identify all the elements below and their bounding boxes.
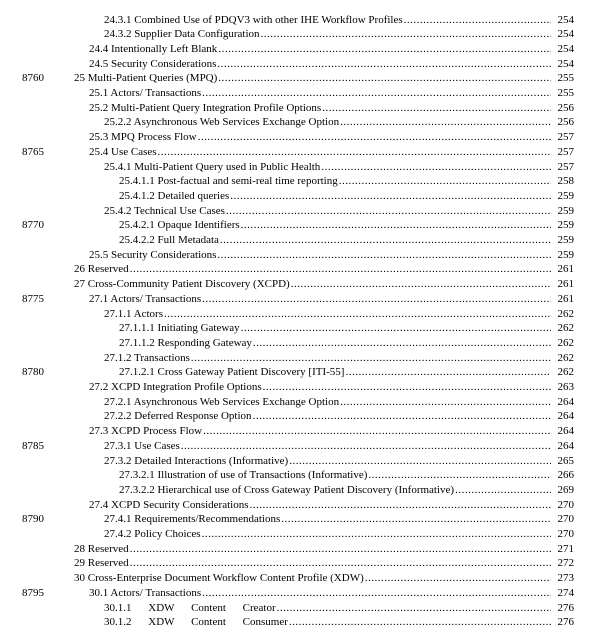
toc-page-number: 276: [557, 601, 574, 614]
toc-page-number: 259: [557, 234, 574, 246]
toc-entry[interactable]: [0, 130, 594, 145]
dot-leader: [241, 218, 551, 233]
toc-entry-title: 25.4 Use Cases: [89, 145, 157, 158]
toc-page-number: 264: [557, 395, 574, 408]
toc-entry[interactable]: [0, 586, 594, 601]
toc-entry[interactable]: [0, 395, 594, 410]
toc-page-number: 262: [557, 322, 574, 335]
toc-entry-title: 27.1.1.1 Initiating Gateway: [119, 322, 240, 335]
toc-page-number: 269: [557, 483, 574, 496]
toc-entry-title: 25.4.2.2 Full Metadata: [119, 234, 219, 246]
toc-page-number: 262: [557, 351, 574, 364]
dot-leader: [291, 277, 551, 292]
toc-entry-title: 27.1.1 Actors: [104, 307, 163, 320]
toc-page-number: 272: [557, 557, 574, 570]
line-number: 8790: [22, 513, 44, 526]
toc-page-number: 257: [557, 160, 574, 173]
toc-entry-title: 27.4 XCPD Security Considerations: [89, 498, 249, 511]
toc-page-number: 262: [557, 366, 574, 379]
dot-leader: [217, 248, 551, 263]
dot-leader: [404, 13, 551, 28]
toc-entry-title: 25.4.2.1 Opaque Identifiers: [119, 219, 240, 232]
toc-entry[interactable]: [0, 527, 594, 542]
toc-page-number: 262: [557, 307, 574, 320]
toc-entry-title: 25 Multi-Patient Queries (MPQ): [74, 72, 218, 85]
toc-entry[interactable]: [0, 307, 594, 322]
toc-page-number: 255: [557, 72, 574, 85]
toc-entry[interactable]: [0, 542, 594, 557]
toc-entry-title: 27.1.2 Transactions: [104, 351, 190, 364]
toc-page-number: 254: [557, 57, 574, 70]
toc-entry-title: 25.4.1.1 Post-factual and semi-real time reporting: [119, 175, 338, 188]
dot-leader: [203, 424, 551, 439]
toc-page-number: 270: [557, 528, 574, 540]
toc-page-number: 254: [557, 28, 574, 41]
toc-page-number: 270: [557, 498, 574, 511]
toc-entry[interactable]: [0, 321, 594, 336]
toc-page-number: 257: [557, 145, 574, 158]
dot-leader: [250, 498, 552, 513]
toc-page-number: 261: [557, 263, 574, 276]
toc-page-number: 264: [557, 425, 574, 438]
toc-entry-title: 27.2.2 Deferred Response Option: [104, 410, 252, 423]
line-number: 8765: [22, 145, 44, 158]
toc-entry[interactable]: [0, 365, 594, 380]
toc-page-number: 262: [557, 336, 574, 349]
toc-entry-title: 27.1.1.2 Responding Gateway: [119, 336, 252, 349]
toc-page-number: 258: [557, 175, 574, 188]
toc-entry[interactable]: [0, 262, 594, 277]
toc-entry[interactable]: [0, 160, 594, 175]
toc-entry-title: 30.1 Actors/ Transactions: [89, 586, 202, 599]
toc-page-number: 259: [557, 189, 574, 202]
dot-leader: [158, 145, 551, 160]
toc-entry-title: 24.3.2 Supplier Data Configuration: [104, 28, 260, 41]
toc-page-number: 263: [557, 381, 574, 393]
dot-leader: [218, 71, 551, 86]
dot-leader: [368, 468, 551, 483]
dot-leader: [217, 57, 551, 72]
line-number: 8760: [22, 72, 44, 85]
toc-entry-title: 27.3 XCPD Process Flow: [89, 425, 203, 438]
dot-leader: [202, 86, 551, 101]
toc-entry-title: 25.3 MPQ Process Flow: [89, 131, 197, 144]
toc-entry-title: 30.1.2 XDW Content Consumer: [104, 616, 288, 629]
toc-entry[interactable]: [0, 115, 594, 130]
toc-entry[interactable]: [0, 13, 594, 28]
dot-leader: [218, 42, 551, 57]
dot-leader: [202, 292, 551, 307]
toc-entry[interactable]: [0, 439, 594, 454]
dot-leader: [322, 101, 551, 116]
dot-leader: [253, 409, 551, 424]
toc-page-number: 261: [557, 278, 574, 291]
toc-entry[interactable]: [0, 292, 594, 307]
dot-leader: [263, 380, 551, 395]
toc-entry[interactable]: [0, 189, 594, 204]
toc-entry-title: 27 Cross-Community Patient Discovery (XCPD): [74, 278, 290, 291]
toc-entry[interactable]: [0, 351, 594, 366]
toc-page-number: 276: [557, 616, 574, 629]
toc-entry[interactable]: [0, 218, 594, 233]
toc-entry-title: 25.4.2 Technical Use Cases: [104, 204, 225, 217]
line-number: 8775: [22, 292, 44, 305]
toc-entry-title: 24.4 Intentionally Left Blank: [89, 42, 218, 55]
dot-leader: [202, 586, 551, 601]
toc-entry[interactable]: [0, 409, 594, 424]
dot-leader: [277, 601, 551, 616]
toc-entry-title: 27.3.1 Use Cases: [104, 439, 180, 452]
toc-entry[interactable]: [0, 424, 594, 439]
dot-leader: [340, 395, 551, 410]
toc-entry-title: 30 Cross-Enterprise Document Workflow Content Profile (XDW): [74, 572, 364, 585]
dot-leader: [455, 483, 551, 498]
dot-leader: [198, 130, 551, 145]
toc-page-number: 261: [557, 292, 574, 305]
toc-page-number: 259: [557, 204, 574, 217]
toc-page-number: 264: [557, 439, 574, 452]
toc-page-number: 259: [557, 219, 574, 232]
toc-entry-title: 27.1 Actors/ Transactions: [89, 292, 202, 305]
toc-page-number: 271: [557, 542, 574, 555]
toc-entry[interactable]: [0, 336, 594, 351]
toc-entry[interactable]: [0, 380, 594, 395]
line-number: 8780: [22, 366, 44, 379]
toc-entry[interactable]: [0, 27, 594, 42]
toc-page-number: 259: [557, 248, 574, 261]
toc-entry[interactable]: [0, 86, 594, 101]
toc-page-number: 256: [557, 116, 574, 129]
dot-leader: [130, 542, 551, 557]
line-number: 8795: [22, 586, 44, 599]
toc-entry-title: 27.3.2.1 Illustration of use of Transactions (Informative): [119, 469, 368, 482]
toc-entry[interactable]: [0, 57, 594, 72]
toc-entry-title: 25.4.1 Multi-Patient Query used in Public Health: [104, 160, 321, 173]
toc-entry-title: 27.2 XCPD Integration Profile Options: [89, 381, 262, 393]
toc-page-number: 270: [557, 513, 574, 526]
dot-leader: [339, 174, 551, 189]
toc-entry[interactable]: [0, 204, 594, 219]
dot-leader: [261, 27, 551, 42]
toc-page-number: 254: [557, 13, 574, 26]
dot-leader: [241, 321, 551, 336]
dot-leader: [321, 160, 551, 175]
dot-leader: [345, 365, 551, 380]
toc-entry-title: 27.1.2.1 Cross Gateway Patient Discovery [ITI-55]: [119, 366, 345, 379]
line-number: 8785: [22, 439, 44, 452]
dot-leader: [226, 204, 551, 219]
dot-leader: [340, 115, 551, 130]
toc-entry[interactable]: [0, 571, 594, 586]
toc-entry[interactable]: [0, 468, 594, 483]
toc-page-number: 255: [557, 87, 574, 99]
toc-entry[interactable]: [0, 512, 594, 527]
toc-entry-title: 27.2.1 Asynchronous Web Services Exchange Option: [104, 395, 340, 408]
toc-entry-title: 30.1.1 XDW Content Creator: [104, 601, 276, 614]
toc-page-number: 266: [557, 469, 574, 482]
dot-leader: [130, 262, 551, 277]
toc-entry-title: 25.5 Security Considerations: [89, 248, 217, 261]
toc-entry[interactable]: [0, 601, 594, 616]
dot-leader: [164, 307, 551, 322]
toc-entry-title: 27.4.2 Policy Choices: [104, 528, 201, 540]
toc-entry[interactable]: [0, 145, 594, 160]
toc-entry-title: 25.2.2 Asynchronous Web Services Exchange Option: [104, 116, 340, 129]
toc-entry-title: 25.1 Actors/ Transactions: [89, 87, 202, 99]
dot-leader: [130, 556, 551, 571]
toc-entry-title: 27.3.2.2 Hierarchical use of Cross Gateway Patient Discovery (Informative): [119, 483, 455, 496]
toc-entry[interactable]: [0, 498, 594, 513]
toc-page-number: 257: [557, 131, 574, 144]
dot-leader: [230, 189, 551, 204]
dot-leader: [191, 351, 551, 366]
toc-entry[interactable]: [0, 174, 594, 189]
dot-leader: [281, 512, 551, 527]
toc-page-number: 256: [557, 101, 574, 114]
toc-entry-title: 24.5 Security Considerations: [89, 57, 217, 70]
toc-entry-title: 28 Reserved: [74, 542, 129, 555]
toc-entry-title: 27.3.2 Detailed Interactions (Informative): [104, 454, 289, 467]
toc-page-number: 254: [557, 42, 574, 55]
toc-page-number: 274: [557, 586, 574, 599]
dot-leader: [289, 454, 551, 469]
toc-page-number: 273: [557, 572, 574, 585]
dot-leader: [181, 439, 551, 454]
line-number: 8770: [22, 219, 44, 232]
toc-entry[interactable]: [0, 556, 594, 571]
toc-entry-title: 27.4.1 Requirements/Recommendations: [104, 513, 281, 526]
toc-entry-title: 25.2 Multi-Patient Query Integration Profile Options: [89, 101, 322, 114]
toc-entry[interactable]: [0, 248, 594, 263]
dot-leader: [253, 336, 551, 351]
toc-entry-title: 25.4.1.2 Detailed queries: [119, 189, 230, 202]
toc-entry-title: 29 Reserved: [74, 557, 129, 570]
toc-entry[interactable]: [0, 454, 594, 469]
toc-entry-title: 24.3.1 Combined Use of PDQV3 with other IHE Workflow Profiles: [104, 13, 403, 26]
toc-page-number: 264: [557, 410, 574, 423]
toc-entry[interactable]: [0, 615, 594, 630]
toc-entry[interactable]: [0, 233, 594, 248]
dot-leader: [289, 615, 551, 630]
toc-page-number: 265: [557, 454, 574, 467]
toc-entry[interactable]: [0, 101, 594, 116]
dot-leader: [202, 527, 551, 542]
toc-entry[interactable]: [0, 483, 594, 498]
dot-leader: [220, 233, 551, 248]
toc-entry-title: 26 Reserved: [74, 263, 129, 276]
toc-entry[interactable]: [0, 42, 594, 57]
toc-entry[interactable]: [0, 71, 594, 86]
toc-entry[interactable]: [0, 277, 594, 292]
dot-leader: [365, 571, 551, 586]
